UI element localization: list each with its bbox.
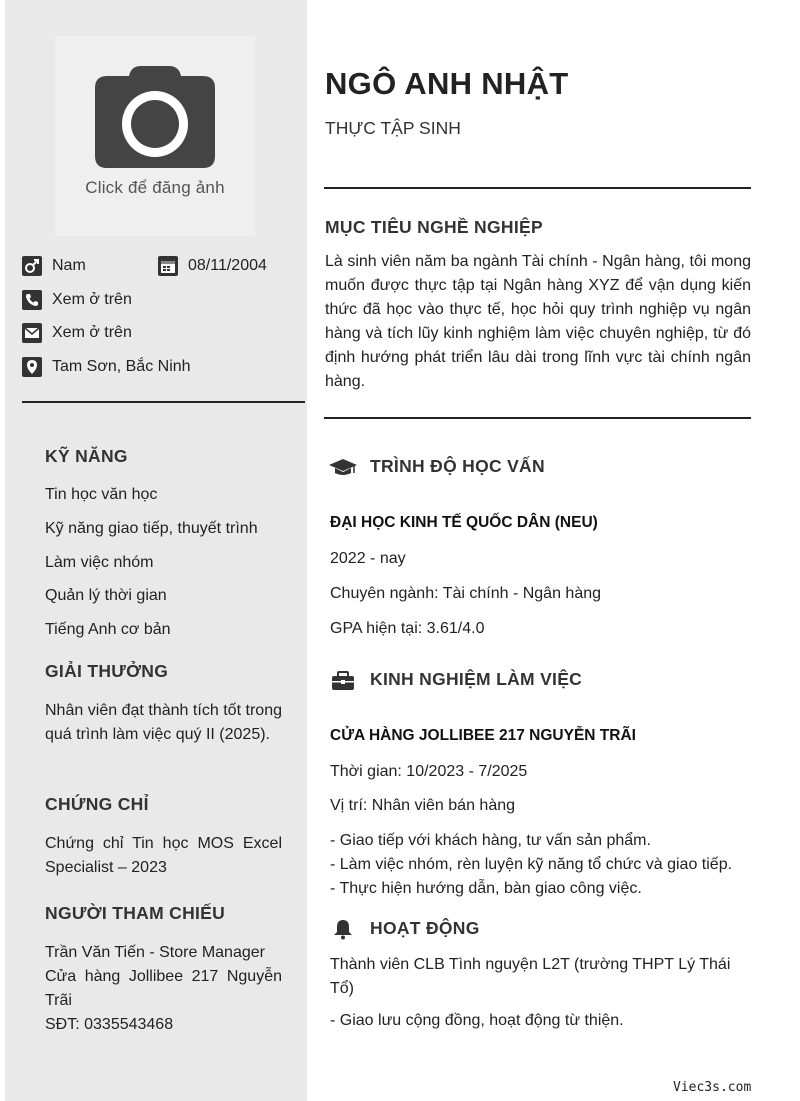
awards-text: Nhân viên đạt thành tích tốt trong quá trình làm việc quý II (2025). — [45, 702, 282, 743]
reference-phone: SĐT: 0335543468 — [45, 1016, 174, 1033]
awards-heading: GIẢI THƯỞNG — [45, 661, 169, 681]
phone-text: Xem ở trên — [52, 291, 132, 308]
birthdate-text: 08/11/2004 — [188, 257, 267, 274]
education-major: Chuyên ngành: Tài chính - Ngân hàng — [330, 585, 602, 602]
camera-icon — [95, 64, 215, 168]
bell-icon — [329, 918, 357, 940]
education-gpa: GPA hiện tại: 3.61/4.0 — [330, 620, 485, 637]
experience-duties — [330, 829, 750, 901]
education-school: ĐẠI HỌC KINH TẾ QUỐC DÂN (NEU) — [330, 514, 598, 531]
email-icon — [22, 323, 42, 343]
candidate-name: NGÔ ANH NHẬT — [325, 66, 569, 101]
briefcase-icon — [329, 670, 357, 692]
skill-item: Kỹ năng giao tiếp, thuyết trình — [45, 520, 258, 537]
education-heading: TRÌNH ĐỘ HỌC VẤN — [370, 456, 545, 476]
skill-item: Quản lý thời gian — [45, 587, 167, 604]
address-row — [22, 357, 191, 377]
education-period: 2022 - nay — [330, 550, 406, 567]
candidate-role: THỰC TẬP SINH — [325, 118, 461, 138]
birthdate-row — [158, 256, 267, 276]
skill-item: Tiếng Anh cơ bản — [45, 621, 171, 638]
objective-text: Là sinh viên năm ba ngành Tài chính - Ngân hàng, tôi mong muốn được thực tập tại Ngân hàng XYZ để vận dụng kiến thức đã học vào thực tế, học hỏi quy trình nghiệp vụ ngân hàng và tích lũy kinh nghiệm làm việc chuyên nghiệp, từ đó định hướng phát triển lâu dài trong lĩnh vực tài chính ngân hàng. — [325, 253, 751, 390]
references-heading: NGƯỜI THAM CHIẾU — [45, 903, 226, 923]
skill-item: Làm việc nhóm — [45, 554, 154, 571]
skills-heading: KỸ NĂNG — [45, 446, 128, 466]
duty-item: - Làm việc nhóm, rèn luyện kỹ năng tổ chức và giao tiếp. — [330, 856, 733, 873]
duty-item: - Giao tiếp với khách hàng, tư vấn sản phẩm. — [330, 832, 651, 849]
objective-divider — [324, 417, 751, 419]
gender-icon — [22, 256, 42, 276]
photo-caption: Click để đăng ảnh — [85, 178, 225, 197]
activities-heading: HOẠT ĐỘNG — [370, 918, 480, 938]
experience-time: Thời gian: 10/2023 - 7/2025 — [330, 763, 528, 780]
experience-company: CỬA HÀNG JOLLIBEE 217 NGUYỄN TRÃI — [330, 727, 636, 744]
skill-item: Tin học văn học — [45, 486, 158, 503]
graduation-cap-icon — [329, 456, 357, 478]
address-text: Tam Sơn, Bắc Ninh — [52, 358, 191, 375]
experience-position: Vị trí: Nhân viên bán hàng — [330, 797, 516, 814]
objective-heading: MỤC TIÊU NGHỀ NGHIỆP — [325, 217, 543, 237]
email-row — [22, 323, 132, 343]
footer-brand[interactable]: Viec3s.com — [673, 1080, 752, 1095]
phone-icon — [22, 290, 42, 310]
header-divider — [324, 187, 751, 189]
gender-row — [22, 256, 86, 276]
phone-row — [22, 290, 132, 310]
certificates-heading: CHỨNG CHỈ — [45, 794, 149, 814]
duty-item: - Thực hiện hướng dẫn, bàn giao công việc. — [330, 880, 642, 897]
references-block — [45, 941, 282, 1037]
email-text: Xem ở trên — [52, 324, 132, 341]
photo-upload[interactable] — [55, 36, 255, 236]
activities-text: Thành viên CLB Tình nguyện L2T (trường THPT Lý Thái Tổ) — [330, 956, 731, 997]
gender-text: Nam — [52, 257, 86, 274]
certificates-text: Chứng chỉ Tin học MOS Excel Specialist – 2023 — [45, 835, 282, 876]
reference-name: Trần Văn Tiến - Store Manager — [45, 944, 265, 961]
location-pin-icon — [22, 357, 42, 377]
reference-company: Cửa hàng Jollibee 217 Nguyễn Trãi — [45, 968, 282, 1009]
calendar-icon — [158, 256, 178, 276]
experience-heading: KINH NGHIỆM LÀM VIỆC — [370, 669, 583, 689]
sidebar-divider — [22, 401, 305, 403]
activities-detail: - Giao lưu cộng đồng, hoạt động từ thiện. — [330, 1012, 624, 1029]
